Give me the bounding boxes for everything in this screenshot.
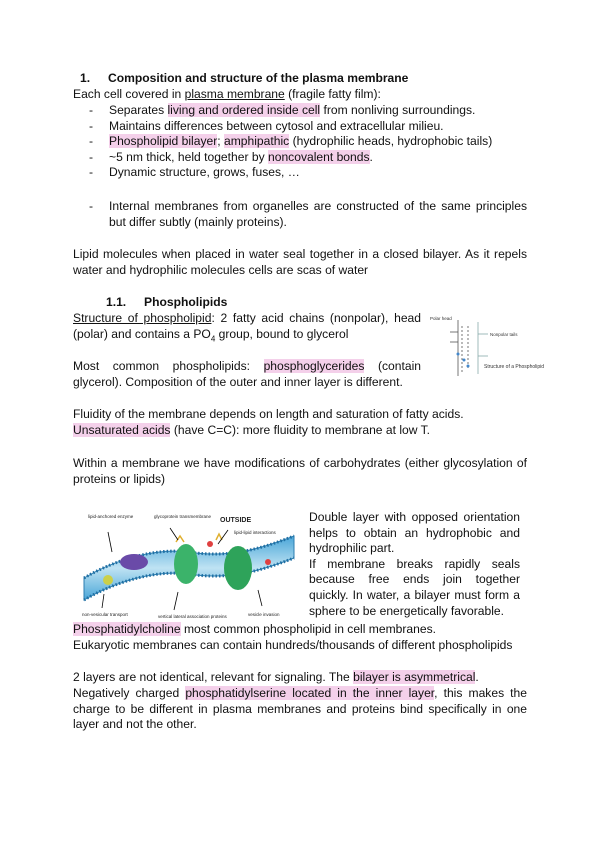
intro-paragraph	[73, 87, 533, 103]
label-lipid-anchored: lipid-anchored enzyme	[88, 514, 134, 519]
phosphatidylserine-paragraph: Negatively charged phosphatidylserine located in the inner layer, this makes the charge to be different in plasma membranes and proteins bind specifically in one layer and not the other.	[73, 686, 527, 732]
list-item: - Maintains differences between cytosol and extracellular milieu.	[89, 119, 527, 135]
highlight: phosphatidylserine located in the inner layer	[185, 686, 435, 700]
intro-pre: Each cell covered in	[73, 87, 185, 101]
highlight: Phosphatidylcholine	[73, 622, 181, 636]
list-item: - Internal membranes from organelles are constructed of the same principles but differ subtly (mainly proteins).	[89, 199, 527, 230]
membrane-bullet-list	[89, 103, 527, 181]
phosphatidylcholine-paragraph: Phosphatidylcholine most common phospholipid in cell membranes.	[73, 622, 437, 636]
label-outside: OUTSIDE	[220, 517, 252, 524]
structure-term: Structure of phospholipid	[73, 311, 212, 325]
lipid-paragraph: Lipid molecules when placed in water seal together in a closed bilayer. As it repels water and hydrophilic molecules cells are scas of water	[73, 247, 527, 277]
common-phospholipids-paragraph: Most common phospholipids: phosphoglycerides (contain glycerol). Composition of the outer and inner layer is different.	[73, 359, 421, 389]
transmembrane-protein	[174, 544, 198, 584]
highlight: amphipathic	[223, 134, 290, 149]
highlight: phosphoglycerides	[263, 359, 365, 373]
asymmetry-paragraph: 2 layers are not identical, relevant for signaling. The bilayer is asymmetrical.	[73, 670, 479, 684]
label-non-vesicular: non-vesicular transport	[82, 612, 128, 617]
list-item: - ~5 nm thick, held together by noncovalent bonds.	[89, 150, 527, 166]
label-vertical: vertical lateral association proteins	[158, 614, 227, 619]
intro-post: (fragile fatty film):	[284, 87, 381, 101]
intro-term: plasma membrane	[184, 87, 285, 101]
transmembrane-protein	[224, 546, 252, 590]
highlight: bilayer is asymmetrical	[353, 670, 476, 684]
eukaryotic-paragraph: Eukaryotic membranes can contain hundreds/thousands of different phospholipids	[73, 638, 513, 652]
highlight: Unsaturated acids	[73, 422, 171, 437]
head-label: Polar head	[430, 316, 452, 321]
section-heading	[80, 71, 408, 87]
list-item: - Dynamic structure, grows, fuses, …	[89, 165, 527, 181]
label-lipid-lipid: lipid-lipid interactions	[234, 530, 276, 535]
membrane-figure	[78, 506, 300, 626]
section-title: Composition and structure of the plasma membrane	[108, 71, 409, 85]
tail-label: Nonpolar tails	[490, 332, 518, 337]
label-glycoprotein: glycoprotein transmembrane	[154, 514, 212, 519]
highlight: Phospholipid bilayer	[109, 134, 218, 149]
double-layer-paragraph: Double layer with opposed orientation helps to obtain an hydrophobic and hydrophilic part. If membrane breaks rapidly seals because free ends join together quickly. In water, a bilayer must form a sphere to be energetically favorable.	[309, 510, 520, 618]
lipid-raft	[120, 554, 148, 570]
subsection-heading	[106, 295, 227, 311]
membrane-bullet-list-2	[89, 199, 527, 230]
subsection-number: 1.1.	[106, 295, 127, 309]
phospholipid-structure-figure	[428, 312, 545, 386]
subsection-title: Phospholipids	[144, 295, 228, 309]
list-item: - Phospholipid bilayer; amphipathic (hydrophilic heads, hydrophobic tails)	[89, 134, 527, 150]
structure-paragraph: Structure of phospholipid: 2 fatty acid chains (nonpolar), head (polar) and contains a $PO_4$ group, bound to glycerol	[73, 311, 421, 343]
fluidity-paragraph: Fluidity of the membrane depends on length and saturation of fatty acids. Unsaturated acids (have C=C): more fluidity to membrane at low T.	[73, 407, 464, 437]
label-vesicle: vesicle invasion	[248, 612, 280, 617]
highlight: noncovalent bonds	[268, 149, 370, 164]
carbohydrate-paragraph: Within a membrane we have modifications of carbohydrates (either glycosylation of proteins or lipids)	[73, 456, 527, 486]
figure-caption: Structure of a Phospholipid	[484, 364, 545, 370]
list-item: - Separates living and ordered inside cell from nonliving surroundings.	[89, 103, 527, 119]
section-number: 1.	[80, 71, 91, 85]
highlight: living and ordered inside cell	[167, 103, 321, 117]
